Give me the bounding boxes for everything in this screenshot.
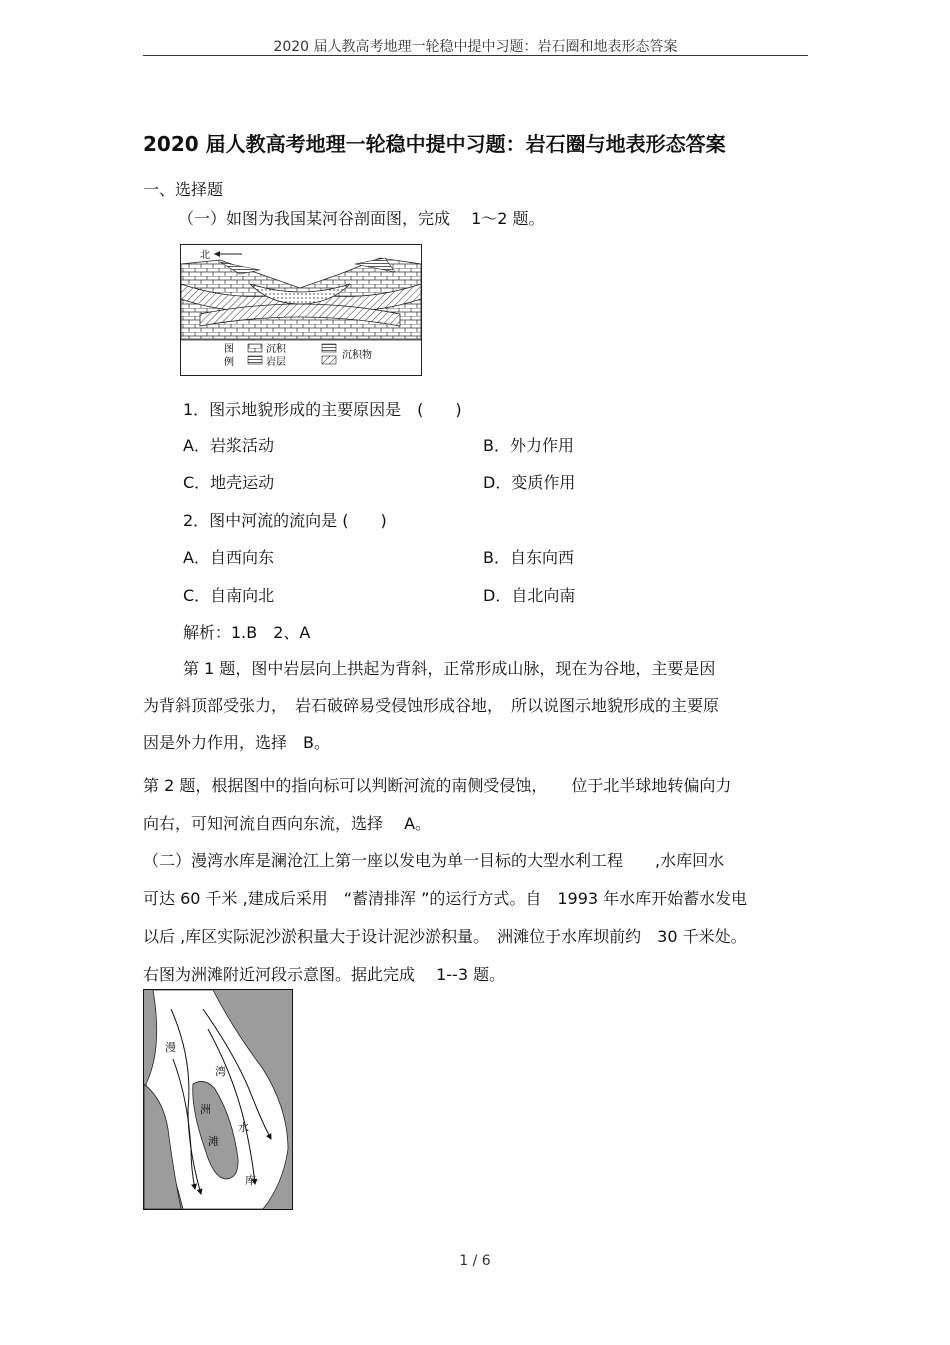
map-label-shui: 水 bbox=[238, 1121, 249, 1134]
header-rule bbox=[143, 55, 808, 56]
part2-line-1: （二）漫湾水库是澜沧江上第一座以发电为单一目标的大型水利工程 ,水库回水 bbox=[143, 851, 725, 870]
shoal-map-svg bbox=[143, 989, 293, 1210]
part1-intro: （一）如图为我国某河谷剖面图，完成 1～2 题。 bbox=[178, 209, 545, 228]
legend-swatch-strata-a bbox=[248, 344, 262, 352]
document-title: 2020 届人教高考地理一轮稳中提中习题：岩石圈与地表形态答案 bbox=[143, 132, 726, 156]
explain2-line-1: 第 2 题，根据图中的指向标可以判断河流的南侧受侵蚀， 位于北半球地转偏向力 bbox=[143, 776, 732, 795]
map-label-tan: 滩 bbox=[208, 1135, 219, 1148]
answer-line: 解析：1.B 2、A bbox=[183, 623, 311, 642]
valley-profile-svg bbox=[180, 244, 422, 376]
map-label-ku: 库 bbox=[245, 1174, 256, 1187]
legend-title-1: 图 bbox=[224, 344, 234, 355]
explain1-line-2: 为背斜顶部受张力， 岩石破碎易受侵蚀形成谷地， 所以说图示地貌形成的主要原 bbox=[143, 696, 720, 715]
map-label-wan: 湾 bbox=[215, 1065, 226, 1078]
page-number: 1 / 6 bbox=[459, 1253, 491, 1269]
q1-option-c: C．地壳运动 bbox=[183, 473, 275, 492]
q2-option-b: B．自东向西 bbox=[483, 548, 574, 567]
q2-option-a: A．自西向东 bbox=[183, 548, 274, 567]
part2-line-4: 右图为洲滩附近河段示意图。据此完成 1--3 题。 bbox=[143, 965, 506, 984]
legend-swatch-sediment-b bbox=[322, 356, 336, 364]
legend-label-2: 沉积物 bbox=[342, 350, 372, 361]
q2-option-c: C．自南向北 bbox=[183, 586, 275, 605]
q1-option-b: B．外力作用 bbox=[483, 436, 574, 455]
explain1-line-3: 因是外力作用，选择 B。 bbox=[143, 733, 330, 752]
q2-option-d: D．自北向南 bbox=[483, 586, 576, 605]
shoal-map-figure bbox=[143, 989, 293, 1210]
valley-profile-figure bbox=[180, 244, 422, 376]
q1-option-a: A．岩浆活动 bbox=[183, 436, 274, 455]
north-label: 北 bbox=[200, 250, 210, 261]
section-heading: 一、选择题 bbox=[143, 180, 224, 199]
map-label-man: 漫 bbox=[165, 1041, 176, 1054]
part2-line-2: 可达 60 千米 ,建成后采用 “蓄清排浑 ”的运行方式。自 1993 年水库开始蓄水发电 bbox=[143, 889, 748, 908]
q1-stem: 1．图示地貌形成的主要原因是 ( ) bbox=[183, 400, 462, 419]
q1-option-d: D．变质作用 bbox=[483, 473, 576, 492]
legend-label-1a: 沉积 bbox=[266, 344, 286, 355]
explain1-line-1: 第 1 题，图中岩层向上拱起为背斜，正常形成山脉，现在为谷地，主要是因 bbox=[183, 659, 716, 678]
map-label-zhou: 洲 bbox=[200, 1103, 211, 1116]
q2-stem: 2．图中河流的流向是 ( ) bbox=[183, 511, 387, 530]
page-header: 2020 届人教高考地理一轮稳中提中习题：岩石圈和地表形态答案 bbox=[273, 39, 678, 55]
legend-title-2: 例 bbox=[224, 357, 234, 368]
legend-label-1b: 岩层 bbox=[266, 357, 286, 368]
part2-line-3: 以后 ,库区实际泥沙淤积量大于设计泥沙淤积量。 洲滩位于水库坝前约 30 千米处。 bbox=[143, 927, 747, 946]
explain2-line-2: 向右，可知河流自西向东流，选择 A。 bbox=[143, 814, 432, 833]
legend-swatch-sediment-a bbox=[322, 344, 336, 352]
legend-swatch-strata-b bbox=[248, 356, 262, 364]
